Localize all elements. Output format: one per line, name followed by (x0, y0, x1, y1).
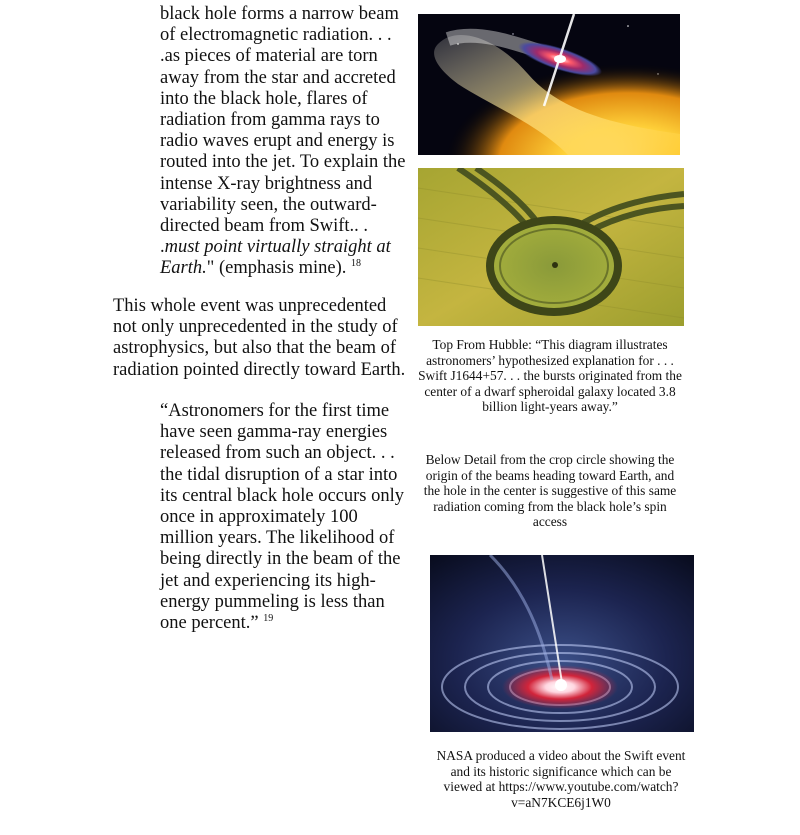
body-paragraph: This whole event was unprecedented not only unprecedented in the study of astrophysics, but also that the beam of radiation pointed directly toward Earth. (113, 296, 406, 380)
crop-circle-image (418, 168, 684, 326)
crop-circle-aerial-photo (418, 168, 684, 326)
black-hole-vortex-image (430, 555, 694, 732)
footnote-ref-18[interactable]: 18 (350, 258, 361, 270)
caption-nasa-video: NASA produced a video about the Swift event and its historic significance which can be viewed at https://www.youtube.com/watch?v=aN7KCE6j1W0 (436, 748, 686, 810)
black-hole-vortex-illustration (430, 555, 694, 732)
quote-1-text: black hole forms a narrow beam of electromagnetic radiation. . . .as pieces of material are torn away from the star and accreted into the black hole, flares of radiation from gamma rays to radio waves erupt and energy is routed into the jet. To explain the intense X-ray brightness and variability seen, the outward-directed beam from Swift.. . . (160, 4, 406, 258)
black-hole-jet-image (418, 14, 680, 155)
quote-1-emphasis: must point virtually straight at Earth. (160, 237, 391, 279)
footnote-ref-19[interactable]: 19 (263, 612, 274, 624)
quote-block-2 (160, 401, 415, 634)
quote-2-text: “Astronomers for the first time have seen gamma-ray energies released from such an object. . . the tidal disruption of a star into its central black hole occurs only once in approximately 100 million years. The likelihood of being directly in the beam of the jet and experiencing its high-energy pummeling is less than one percent.” (160, 401, 405, 634)
caption-top-hubble: Top From Hubble: “This diagram illustrates astronomers’ hypothesized explanation for . . . Swift J1644+57. . . the bursts originated from the center of a dwarf spheroidal galaxy located 3.8 billion light-years away.” (418, 337, 682, 415)
black-hole-jet-illustration (418, 14, 680, 155)
quote-1-tail: " (emphasis mine). (206, 258, 351, 279)
quote-block-1 (160, 4, 410, 280)
caption-crop-circle: Below Detail from the crop circle showing the origin of the beams heading toward Earth, and the hole in the center is suggestive of this same radiation coming from the black hole’s spin access (423, 452, 677, 530)
